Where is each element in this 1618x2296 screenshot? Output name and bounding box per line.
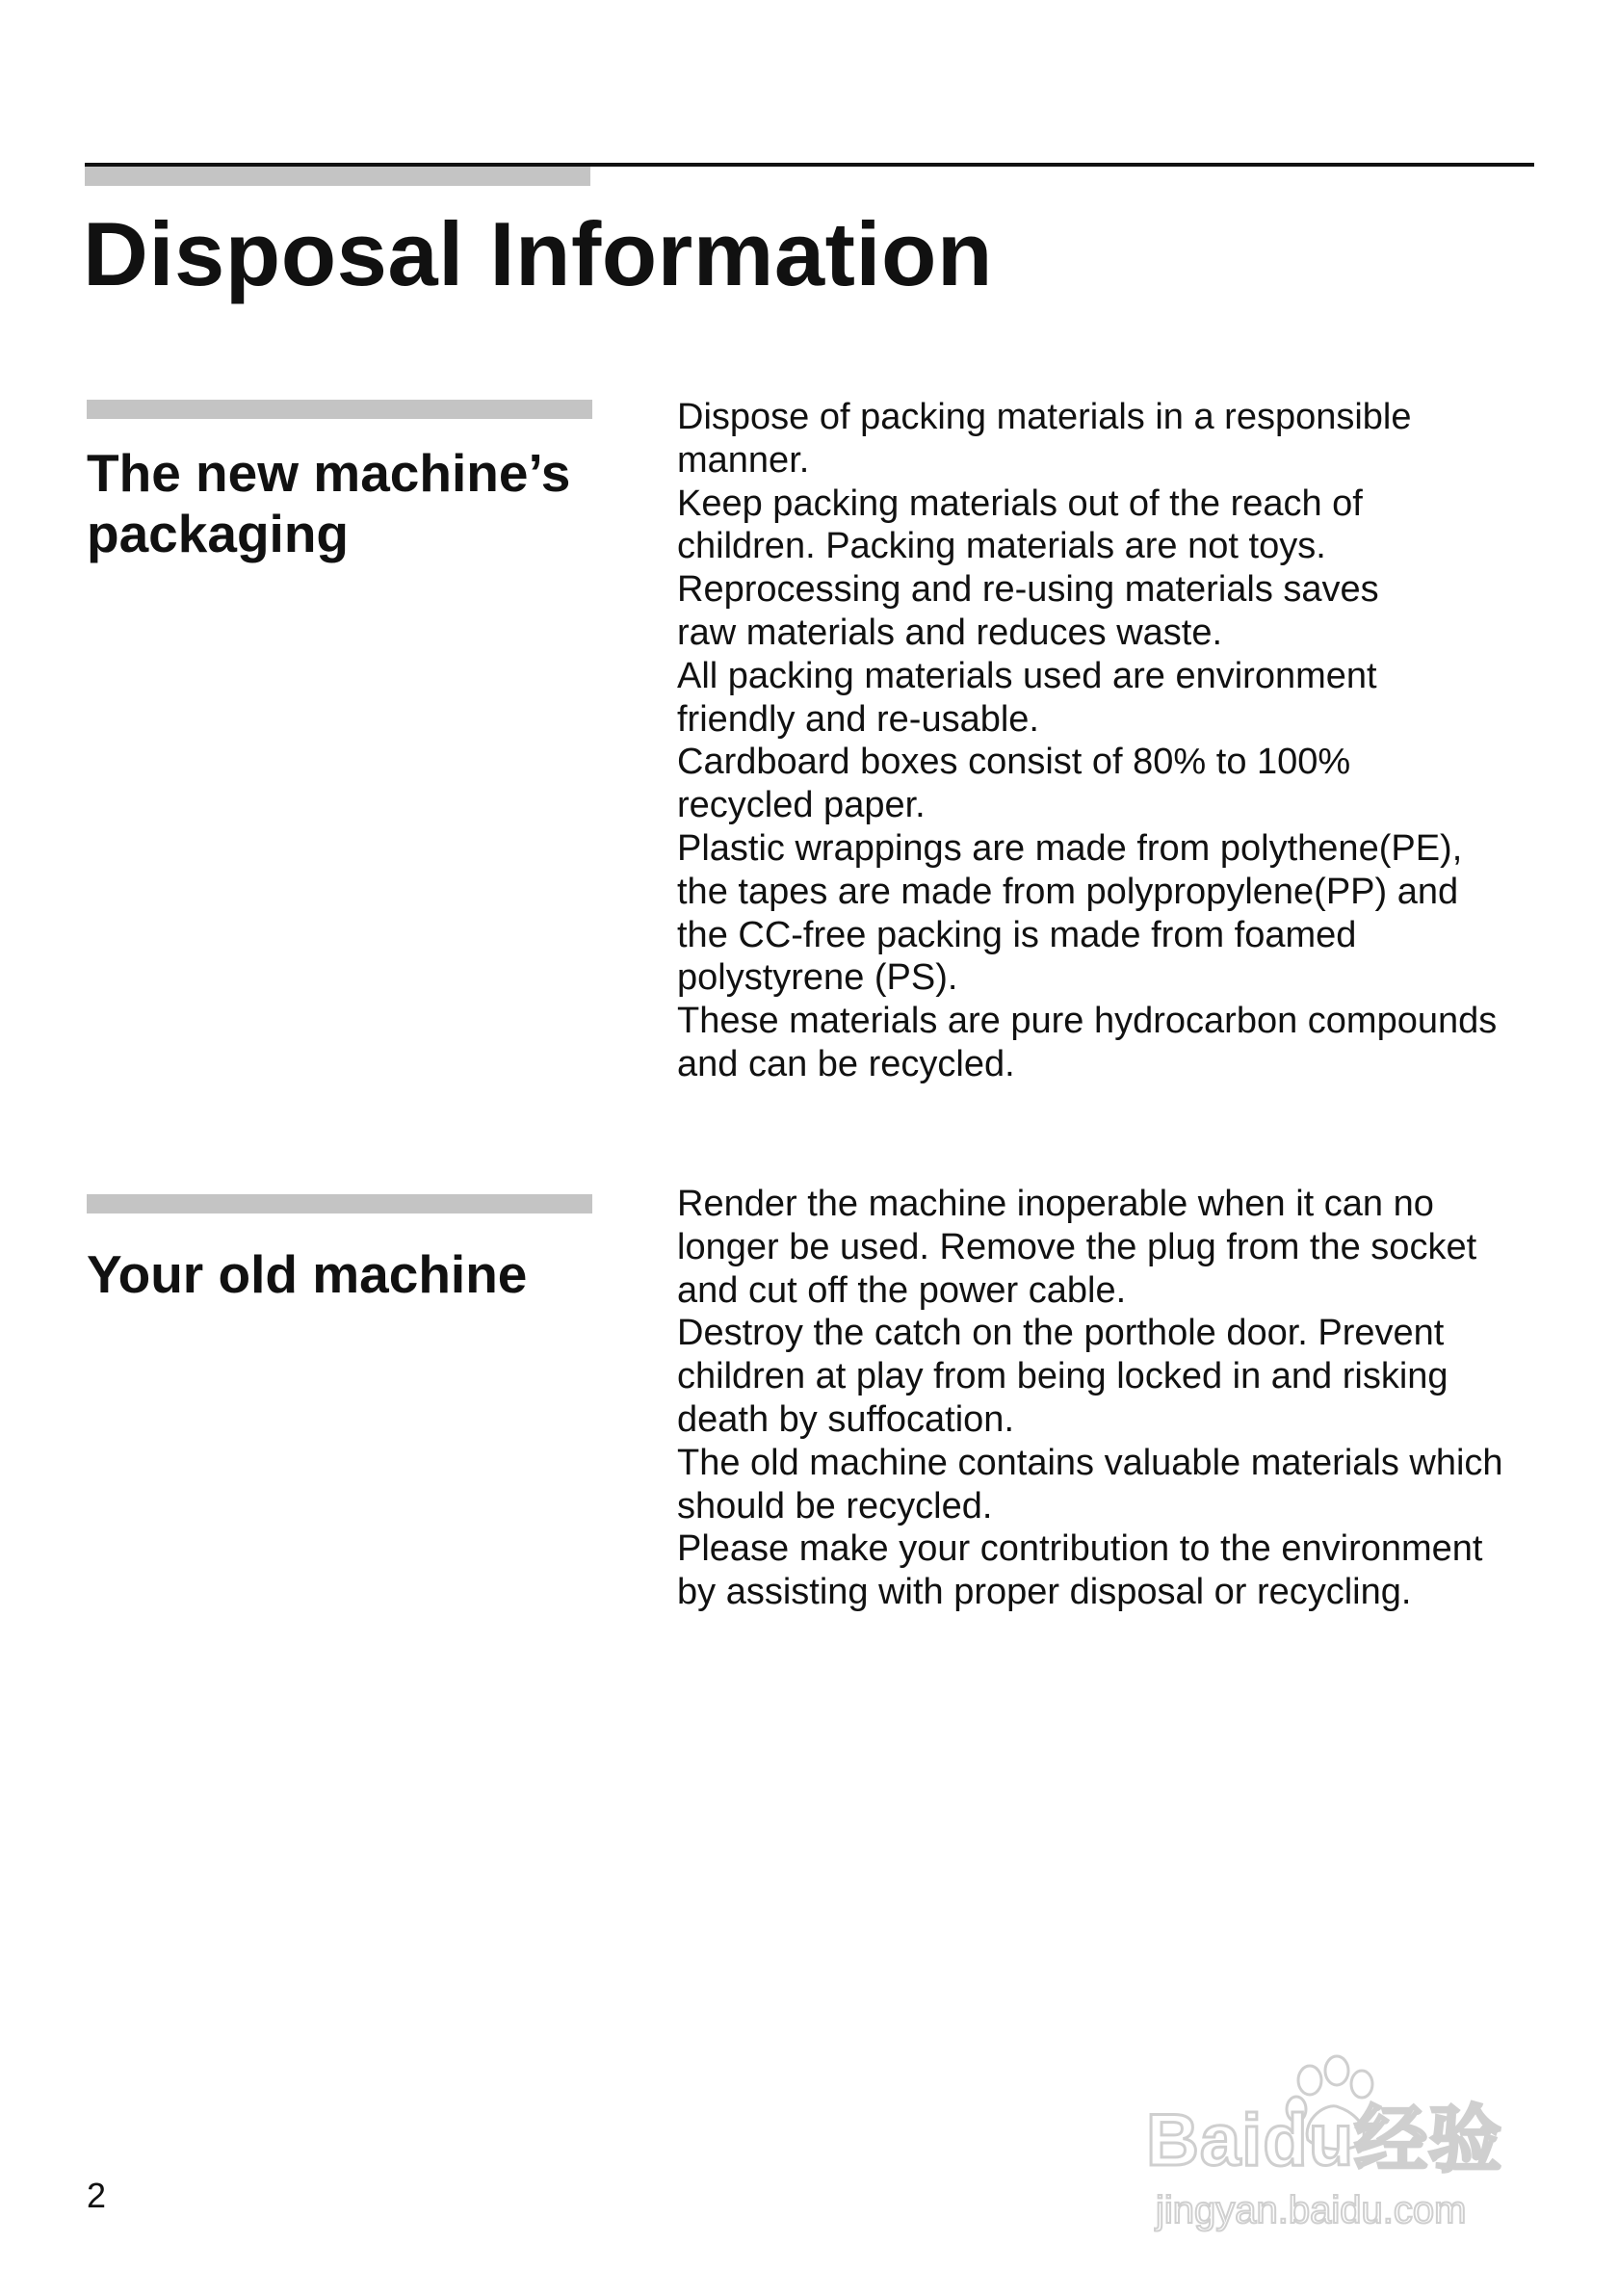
body-line: Render the machine inoperable when it can no <box>677 1184 1434 1224</box>
section-heading-packaging <box>87 443 626 564</box>
page-number: 2 <box>87 2176 107 2215</box>
section-bar-packaging <box>87 400 592 419</box>
section-bar-old-machine <box>87 1194 592 1213</box>
section-body-old-machine <box>677 1183 1582 1614</box>
watermark-url: jingyan.baidu.com <box>1156 2189 1467 2231</box>
body-line: longer be used. Remove the plug from the socket <box>677 1226 1477 1267</box>
body-line: and cut off the power cable. <box>677 1269 1127 1311</box>
body-line: the tapes are made from polypropylene(PP) and <box>677 871 1459 912</box>
body-line: Please make your contribution to the environment <box>677 1528 1483 1570</box>
body-line: Destroy the catch on the porthole door. Prevent <box>677 1313 1445 1354</box>
body-line: Keep packing materials out of the reach of <box>677 483 1363 524</box>
body-line: raw materials and reduces waste. <box>677 612 1223 653</box>
body-line: polystyrene (PS). <box>677 957 958 999</box>
body-line: The old machine contains valuable materials which <box>677 1442 1503 1483</box>
body-line: All packing materials used are environment <box>677 655 1377 696</box>
body-line: death by suffocation. <box>677 1398 1014 1440</box>
body-line: These materials are pure hydrocarbon compounds <box>677 1001 1498 1042</box>
section-heading-line: Your old machine <box>87 1244 528 1304</box>
body-line: and can be recycled. <box>677 1043 1015 1084</box>
page-title: Disposal Information <box>83 203 993 304</box>
watermark-brand: Baidu经验 <box>1146 2100 1503 2181</box>
section-heading-line: The new machine’s <box>87 443 571 503</box>
body-line: manner. <box>677 439 810 481</box>
body-line: Cardboard boxes consist of 80% to 100% <box>677 742 1351 783</box>
body-line: by assisting with proper disposal or recycling. <box>677 1572 1412 1613</box>
body-line: the CC-free packing is made from foamed <box>677 914 1357 955</box>
baidu-watermark <box>1146 2051 1541 2244</box>
body-line: friendly and re-usable. <box>677 698 1039 740</box>
body-line: children at play from being locked in and risking <box>677 1356 1448 1397</box>
body-line: children. Packing materials are not toys. <box>677 526 1326 567</box>
body-line: recycled paper. <box>677 785 926 826</box>
section-body-packaging <box>677 396 1582 1086</box>
section-heading-line: packaging <box>87 504 350 563</box>
header-accent-bar <box>85 167 590 186</box>
body-line: Dispose of packing materials in a responsible <box>677 397 1412 437</box>
section-heading-old-machine <box>87 1244 626 1305</box>
body-line: Reprocessing and re-using materials saves <box>677 569 1379 611</box>
body-line: should be recycled. <box>677 1485 993 1526</box>
body-line: Plastic wrappings are made from polythene(PE), <box>677 827 1463 869</box>
